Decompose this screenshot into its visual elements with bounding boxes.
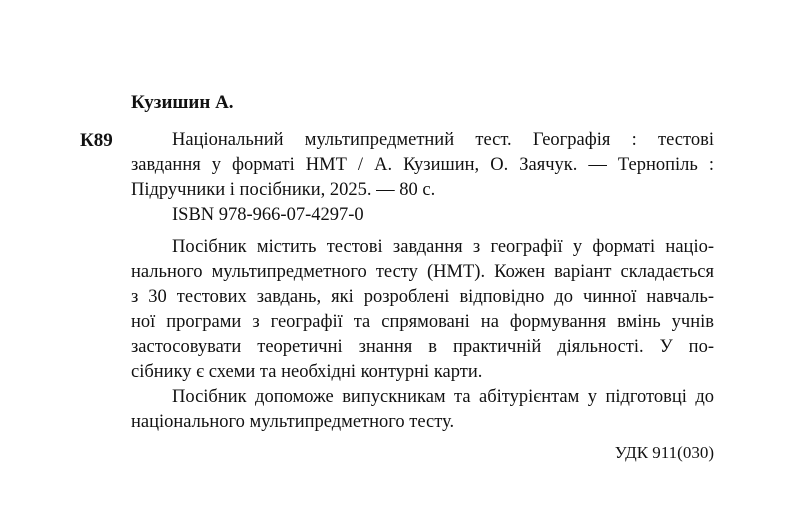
annotation-line-6: сібнику є схеми та необхідні контурні карти. — [131, 362, 483, 382]
title-line-1: Національний мультипредметний тест. Географія : тестові — [172, 130, 714, 150]
annotation-line-2: нального мультипредметного тесту (НМТ). Кожен варіант складається — [131, 262, 714, 282]
author-heading: Кузишин А. — [131, 92, 234, 113]
title-line-3: Підручники і посібники, 2025. — 80 с. — [131, 180, 436, 200]
isbn: ISBN 978-966-07-4297-0 — [172, 205, 364, 225]
annotation-line-5: застосовувати теоретичні знання в практичній діяльності. У по- — [131, 337, 714, 357]
annotation-line-1: Посібник містить тестові завдання з географії у форматі націо- — [172, 237, 714, 257]
udk-code: УДК 911(030) — [614, 443, 714, 462]
title-line-2: завдання у форматі НМТ / А. Кузишин, О. Заячук. — Тернопіль : — [131, 155, 714, 175]
annotation-line-8: національного мультипредметного тесту. — [131, 412, 455, 432]
author-sign-code: К89 — [80, 130, 113, 151]
annotation-line-3: з 30 тестових завдань, які розроблені відповідно до чинної навчаль- — [131, 287, 714, 307]
annotation-line-4: ної програми з географії та спрямовані на формування вмінь учнів — [131, 312, 714, 332]
annotation-line-7: Посібник допоможе випускникам та абітурієнтам у підготовці до — [172, 387, 714, 407]
